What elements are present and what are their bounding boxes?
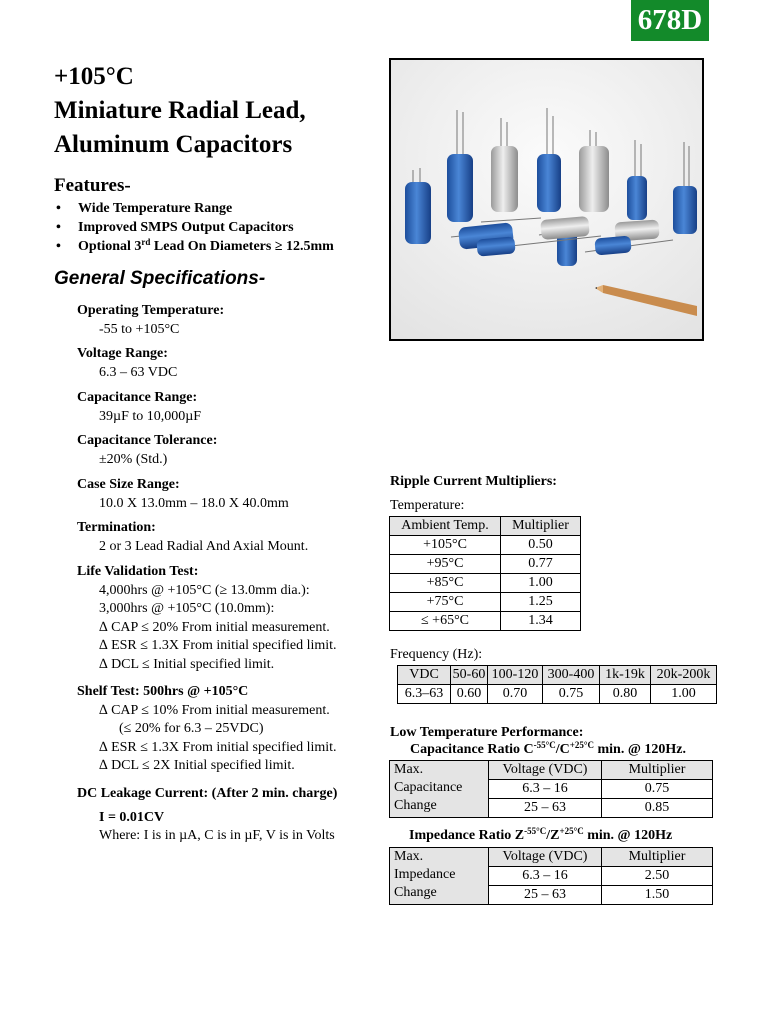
spec-dc-leakage-current: DC Leakage Current: (After 2 min. charge) I = 0.01CV Where: I is in µA, C is in µF, V is in Volts bbox=[77, 786, 338, 843]
spec-termination: Termination: 2 or 3 Lead Radial And Axial Mount. bbox=[77, 520, 309, 554]
bullet-icon: • bbox=[56, 239, 61, 254]
table-header-row: Max. Impedance Change Voltage (VDC) Multiplier bbox=[390, 848, 713, 867]
spec-operating-temperature: Operating Temperature: -55 to +105°C bbox=[77, 303, 225, 337]
part-number-badge: 678D bbox=[631, 0, 709, 41]
bullet-icon: • bbox=[56, 201, 61, 216]
feature-item: • Optional 3rd Lead On Diameters ≥ 12.5mm bbox=[56, 237, 334, 254]
title-line-1: +105°C bbox=[54, 63, 134, 90]
page-title bbox=[54, 60, 306, 162]
table-header-row: Max. Capacitance Change Voltage (VDC) Multiplier bbox=[390, 761, 713, 780]
spec-shelf-test: Shelf Test: 500hrs @ +105°C ∆ CAP ≤ 10% From initial measurement. (≤ 20% for 6.3 – 25VDC) ∆ ESR ≤ 1.3X From initial specified limit. ∆ DCL ≤ 2X Initial specified limit. bbox=[77, 684, 337, 773]
frequency-label: Frequency (Hz): bbox=[390, 647, 483, 662]
temperature-label: Temperature: bbox=[390, 498, 465, 513]
capacitor-product-photo bbox=[389, 58, 704, 341]
feature-item: • Wide Temperature Range bbox=[56, 201, 233, 216]
table-row: 25 – 63 0.85 bbox=[390, 799, 713, 818]
table-row: ≤ +65°C 1.34 bbox=[390, 612, 581, 631]
table-row: 6.3 – 16 0.75 bbox=[390, 780, 713, 799]
low-temperature-heading: Low Temperature Performance: bbox=[390, 725, 584, 740]
spec-capacitance-range: Capacitance Range: 39µF to 10,000µF bbox=[77, 390, 202, 424]
general-specifications-heading: General Specifications- bbox=[54, 268, 266, 289]
dc-leakage-formula: I = 0.01CV bbox=[99, 809, 165, 825]
table-row: +95°C 0.77 bbox=[390, 555, 581, 574]
bullet-icon: • bbox=[56, 220, 61, 235]
impedance-row-label: Max. Impedance Change bbox=[390, 848, 489, 905]
table-row: 6.3 – 16 2.50 bbox=[390, 867, 713, 886]
title-line-3: Aluminum Capacitors bbox=[54, 131, 293, 158]
table-row: +85°C 1.00 bbox=[390, 574, 581, 593]
table-header-row: Ambient Temp. Multiplier bbox=[390, 517, 581, 536]
ripple-current-heading: Ripple Current Multipliers: bbox=[390, 474, 557, 489]
capacitance-row-label: Max. Capacitance Change bbox=[390, 761, 489, 818]
feature-item: • Improved SMPS Output Capacitors bbox=[56, 220, 294, 235]
capacitance-ratio-table bbox=[389, 760, 713, 818]
table-row: +105°C 0.50 bbox=[390, 536, 581, 555]
capacitance-ratio-heading: Capacitance Ratio $C^{-55^\circ C}/C^{+25^\circ C}$ min. @ 120Hz. bbox=[410, 740, 686, 757]
temperature-multiplier-table bbox=[389, 516, 581, 631]
features-heading: Features- bbox=[54, 175, 131, 196]
frequency-multiplier-table bbox=[397, 665, 717, 704]
spec-capacitance-tolerance: Capacitance Tolerance: ±20% (Std.) bbox=[77, 433, 218, 467]
spec-case-size-range: Case Size Range: 10.0 X 13.0mm – 18.0 X 40.0mm bbox=[77, 477, 289, 511]
impedance-ratio-table bbox=[389, 847, 713, 905]
impedance-ratio-heading: Impedance Ratio $Z^{-55^\circ C}/Z^{+25^\circ C}$ min. @ 120Hz bbox=[409, 826, 673, 843]
table-row: 6.3–63 0.60 0.70 0.75 0.80 1.00 bbox=[398, 685, 717, 704]
features-list bbox=[56, 199, 334, 256]
spec-life-validation-test: Life Validation Test: 4,000hrs @ +105°C (≥ 13.0mm dia.): 3,000hrs @ +105°C (10.0mm): ∆ CAP ≤ 20% From initial measurement. ∆ ESR ≤ 1.3X From initial specified limit. ∆ DCL ≤ Initial specified limit. bbox=[77, 564, 337, 672]
table-row: +75°C 1.25 bbox=[390, 593, 581, 612]
table-row: 25 – 63 1.50 bbox=[390, 886, 713, 905]
spec-voltage-range: Voltage Range: 6.3 – 63 VDC bbox=[77, 346, 178, 380]
capacitors-photo-icon bbox=[391, 60, 702, 339]
table-header-row: VDC 50-60 100-120 300-400 1k-19k 20k-200k bbox=[398, 666, 717, 685]
title-line-2: Miniature Radial Lead, bbox=[54, 97, 306, 124]
